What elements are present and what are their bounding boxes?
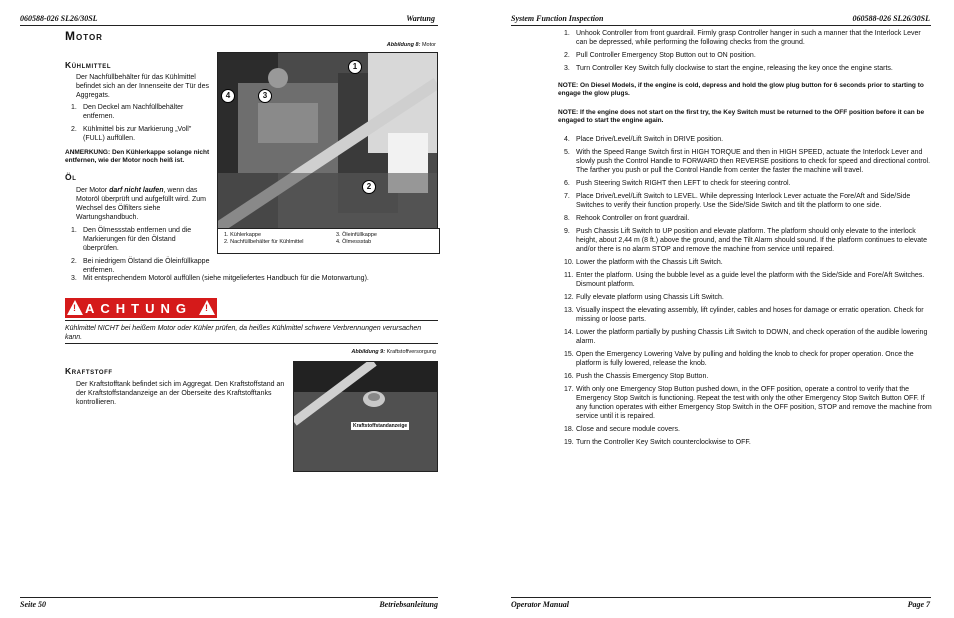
list-item	[564, 258, 932, 267]
step-text: Mit entsprechendem Motoröl auffüllen (siehe mitgeliefertes Handbuch für die Motorwartung).	[83, 275, 369, 282]
step-text: Kühlmittel bis zur Markierung „Voll" (FULL) auffüllen.	[83, 126, 192, 142]
note-label: NOTE:	[558, 82, 579, 89]
figure9-caption-text: Kraftstoffversorgung	[386, 349, 436, 355]
step-text: Lower the platform partially by pushing Chassis Lift Switch to DOWN, and check operation of the audible lowering alarm.	[576, 329, 928, 345]
heading-kraftstoff: Kraftstoff	[65, 366, 113, 376]
step-number: 11.	[564, 272, 574, 279]
right-footer-rule	[511, 597, 931, 598]
left-footer-page: Seite 50	[20, 600, 46, 609]
step-number: 16.	[564, 373, 574, 380]
callout-1: 1	[348, 60, 362, 74]
oel-intro-a: Der Motor	[76, 187, 110, 194]
step-text: Bei niedrigem Ölstand die Öleinfüllkappe entfernen.	[83, 258, 210, 274]
list-item	[564, 214, 932, 223]
list-item	[564, 306, 932, 324]
list-item	[71, 103, 211, 121]
step-text: Open the Emergency Lowering Valve by pulling and holding the knob to check for proper operation. Once the platform is fully lowered, release the knob.	[576, 351, 914, 367]
engine-photo-illustration	[218, 53, 437, 228]
note-label: NOTE:	[558, 109, 579, 116]
step-text: Den Deckel am Nachfüllbehälter entfernen.	[83, 104, 184, 120]
right-header-section: System Function Inspection	[511, 14, 604, 23]
list-item	[564, 293, 932, 302]
kuehlmittel-steps	[71, 103, 211, 147]
list-item	[564, 192, 932, 210]
step-text: Close and secure module covers.	[576, 426, 680, 433]
step-number: 2.	[71, 258, 77, 265]
step-number: 18.	[564, 426, 574, 433]
step-number: 3.	[564, 65, 570, 72]
step-text: Place Drive/Level/Lift Switch in DRIVE position.	[576, 136, 724, 143]
list-item	[564, 135, 932, 144]
step-text: Turn Controller Key Switch fully clockwise to start the engine, releasing the key once the engine starts.	[576, 65, 893, 72]
step-text: Push Steering Switch RIGHT then LEFT to check for steering control.	[576, 180, 791, 187]
warning-rule-bottom	[65, 343, 438, 344]
list-item	[564, 438, 932, 447]
step-number: 4.	[564, 136, 570, 143]
list-item	[71, 125, 211, 143]
legend-item-2: 2. Nachfüllbehälter für Kühlmittel	[224, 239, 304, 245]
fuel-tank-photo	[293, 361, 438, 472]
note-restart	[558, 109, 932, 125]
step-text: Push Chassis Lift Switch to UP position and elevate platform. The platform should only elevate to the interlock height, about 2,44 m (8 ft.) above the ground, and the Tilt Alarm should sound. If the platform continues to elevate and/or there is no alarm STOP and remove the machine from service until repaired.	[576, 228, 927, 253]
heading-kuehlmittel: Kühlmittel	[65, 60, 112, 70]
left-footer-rule	[20, 597, 438, 598]
figure8-caption-text: Motor	[421, 42, 436, 48]
step-number: 1.	[71, 227, 77, 234]
step-number: 9.	[564, 228, 570, 235]
step-text: With only one Emergency Stop Button pushed down, in the OFF position, operate a control to verify that the Emergency Stop Switch is functioning. Repeat the test with only the other Emergency Stop Switch Button OFF. If any function operates with either Emergency Stop Switch in the OFF position, STOP and remove the machine from service until it is repaired.	[576, 386, 932, 420]
kuehlmittel-note	[65, 149, 215, 165]
oel-steps	[71, 226, 211, 279]
note-text: Den Kühlerkappe solange nicht entfernen, wie der Motor noch heiß ist.	[65, 149, 210, 164]
legend-item-1: 1. Kühlerkappe	[224, 232, 261, 238]
callout-2: 2	[362, 180, 376, 194]
step-number: 14.	[564, 329, 574, 336]
left-header-rule	[20, 25, 438, 26]
step-text: Enter the platform. Using the bubble level as a guide level the platform with the Side/Side and Fore/Aft Switches. Dismount platform.	[576, 272, 925, 288]
note-text: On Diesel Models, if the engine is cold, depress and hold the glow plug button for 6 seconds prior to starting to engage the glow plugs.	[558, 82, 924, 97]
step-number: 10.	[564, 259, 574, 266]
figure9-caption	[330, 349, 436, 355]
step-number: 13.	[564, 307, 574, 314]
step-text: Rehook Controller on front guardrail.	[576, 215, 690, 222]
step-number: 7.	[564, 193, 570, 200]
step-text: Den Ölmessstab entfernen und die Markierungen für den Ölstand überprüfen.	[83, 227, 192, 252]
step-text: Visually inspect the elevating assembly, lift cylinder, cables and hoses for damage or erratic operation. Check for missing or loose parts.	[576, 307, 924, 323]
figure8-caption-label: Abbildung 8:	[386, 42, 421, 48]
step-text: Fully elevate platform using Chassis Lift Switch.	[576, 294, 724, 301]
list-item	[564, 328, 932, 346]
step-number: 1.	[564, 30, 570, 37]
legend-item-3: 3. Öleinfüllkappe	[336, 232, 377, 238]
list-item	[564, 271, 932, 289]
step-text: Place Drive/Level/Lift Switch to LEVEL. While depressing Interlock Lever actuate the Fore/Aft and Side/Side Switches to verify their function properly. Use the Side/Side Switch and tilt the platform to one side.	[576, 193, 911, 209]
step-number: 8.	[564, 215, 570, 222]
left-footer-manual: Betriebsanleitung	[379, 600, 438, 609]
kuehlmittel-intro: Der Nachfüllbehälter für das Kühlmittel befindet sich an der Innenseite der Tür des Aggregats.	[76, 74, 209, 99]
step-text: Turn the Controller Key Switch counterclockwise to OFF.	[576, 439, 751, 446]
warning-icon: !	[199, 300, 215, 315]
right-header-doc-id: 060588-026 SL26/30SL	[852, 14, 930, 23]
left-header-doc-id: 060588-026 SL26/30SL	[20, 14, 98, 23]
right-footer-manual: Operator Manual	[511, 600, 570, 609]
list-item	[564, 51, 932, 60]
callout-4: 4	[221, 89, 235, 103]
heading-oel: Öl	[65, 172, 77, 182]
step-number: 2.	[71, 126, 77, 133]
oel-intro	[76, 186, 210, 222]
list-item	[564, 227, 932, 254]
step-text: Lower the platform with the Chassis Lift Switch.	[576, 259, 723, 266]
step-number: 15.	[564, 351, 574, 358]
warning-rule-top	[65, 320, 438, 321]
figure8-caption	[370, 42, 436, 48]
note-diesel	[558, 82, 932, 98]
step-text: With the Speed Range Switch first in HIGH TORQUE and then in HIGH SPEED, actuate the Interlock Lever and slowly push the Control Handle to FORWARD then REVERSE positions to check for speed and directional control. The farther you push or pull the Control Handle from center the faster the machine will travel.	[576, 149, 931, 174]
right-header-rule	[511, 25, 931, 26]
fuel-gauge-label: Kraftstoffstandanzeige	[353, 423, 408, 429]
step-text: Push the Chassis Emergency Stop Button.	[576, 373, 709, 380]
note-label: ANMERKUNG:	[65, 149, 111, 156]
kraftstoff-text: Der Kraftstofftank befindet sich im Aggregat. Den Kraftstoffstand an der Kraftstoffstandanzeige an der Oberseite des Kraftstofftanks kontrollieren.	[76, 381, 285, 406]
oel-steps-cont	[71, 274, 441, 287]
fuel-tank-photo-illustration	[294, 362, 437, 471]
list-item	[564, 425, 932, 434]
step-number: 1.	[71, 104, 77, 111]
list-item	[564, 350, 932, 368]
list-item	[71, 226, 211, 253]
inspection-steps-b	[564, 135, 932, 451]
list-item	[71, 257, 211, 275]
note-text: If the engine does not start on the first try, the Key Switch must be returned to the OFF position before it can be engaged to start the engine again.	[558, 109, 925, 124]
section-title-motor: Motor	[65, 29, 103, 43]
step-number: 2.	[564, 52, 570, 59]
list-item	[564, 29, 932, 47]
step-number: 17.	[564, 386, 574, 393]
list-item	[564, 148, 932, 175]
list-item	[564, 179, 932, 188]
warning-word: ACHTUNG	[85, 301, 192, 316]
engine-photo	[217, 52, 438, 229]
step-number: 6.	[564, 180, 570, 187]
warning-banner	[65, 298, 217, 318]
list-item	[71, 274, 441, 283]
warning-icon: !	[67, 300, 83, 315]
list-item	[564, 372, 932, 381]
figure9-caption-label: Abbildung 9:	[351, 349, 386, 355]
left-header-section: Wartung	[406, 14, 435, 23]
step-text: Unhook Controller from front guardrail. Firmly grasp Controller hanger in such a manner that the Interlock Lever can be depressed, while performing the following checks from the ground.	[576, 30, 921, 46]
right-footer-page: Page 7	[907, 600, 930, 609]
callout-3: 3	[258, 89, 272, 103]
oel-intro-c: , wenn das Motoröl überprüft und aufgefüllt wird. Zum Wechsel des Ölfilters siehe Wartungshandbuch.	[76, 187, 206, 221]
engine-legend-box	[217, 228, 440, 254]
step-number: 5.	[564, 149, 570, 156]
oel-intro-emphasis: darf nicht laufen	[109, 187, 164, 194]
step-number: 19.	[564, 439, 574, 446]
step-text: Pull Controller Emergency Stop Button out to ON position.	[576, 52, 756, 59]
list-item	[564, 64, 932, 73]
list-item	[564, 385, 932, 421]
legend-item-4: 4. Ölmessstab	[336, 239, 372, 245]
step-number: 3.	[71, 275, 77, 282]
step-number: 12.	[564, 294, 574, 301]
warning-text: Kühlmittel NICHT bei heißem Motor oder Kühler prüfen, da heißes Kühlmittel schwere Verbrennungen verursachen kann.	[65, 325, 422, 341]
inspection-steps-a	[564, 29, 932, 77]
